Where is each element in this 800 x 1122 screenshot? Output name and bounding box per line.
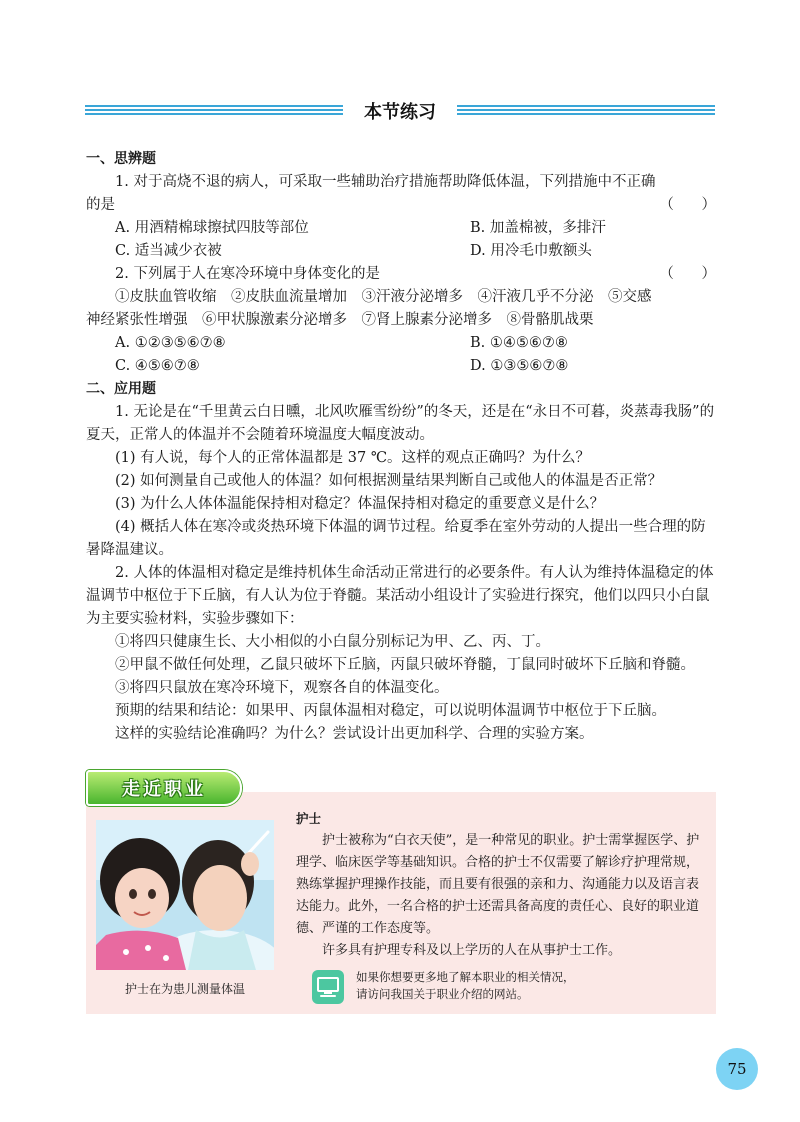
q1-options (86, 217, 716, 263)
q1-answer-paren: （ ） (659, 197, 716, 213)
career-para1: 护士被称为“白衣天使”，是一种常见的职业。护士需掌握医学、护理学、临床医学等基础知识。合格的护士不仅需要了解诊疗护理常规，熟练掌握护理操作技能，而且要有很强的亲和力、沟通能力以及语言表达能力。此外，一名合格的护士还需具备高度的责任心、良好的职业道德、严谨的工作态度等。 (296, 833, 700, 936)
app-q2-step2: ②甲鼠不做任何处理，乙鼠只破坏下丘脑，丙鼠只破坏脊髓，丁鼠同时破坏下丘脑和脊髓。 (115, 657, 695, 673)
app-q1-sub3: (3) 为什么人体体温能保持相对稳定？体温保持相对稳定的重要意义是什么？ (115, 496, 605, 512)
q2-options (86, 332, 716, 378)
computer-icon (312, 970, 344, 1004)
app-q1-sub1: (1) 有人说，每个人的正常体温都是 37 ℃。这样的观点正确吗？为什么？ (115, 450, 591, 466)
app-q2-question: 这样的实验结论准确吗？为什么？尝试设计出更加科学、合理的实验方案。 (115, 726, 594, 742)
q2-answer-paren: （ ） (659, 266, 716, 282)
q1-option-c: C. 适当减少衣被 (115, 243, 222, 259)
q1-stem-line1: 1. 对于高烧不退的病人，可采取一些辅助治疗措施帮助降低体温，下列措施中不正确 (115, 174, 656, 190)
app-q1-intro: 1. 无论是在“千里黄云白日曛，北风吹雁雪纷纷”的冬天，还是在“永日不可暮，炎蒸毒我肠”的夏天，正常人的体温并不会随着环境温度大幅度波动。 (86, 404, 715, 443)
q1-option-a: A. 用酒精棉球擦拭四肢等部位 (115, 220, 309, 236)
page-title: 本节练习 (364, 102, 436, 123)
photo-caption: 护士在为患儿测量体温 (124, 982, 245, 996)
app-q2-intro: 2. 人体的体温相对稳定是维持机体生命活动正常进行的必要条件。有人认为维持体温稳定的体温调节中枢位于下丘脑，有人认为位于脊髓。某活动小组设计了实验进行探究，他们以四只小白鼠为主要实验材料，实验步骤如下： (86, 565, 714, 627)
q1-option-b: B. 加盖棉被，多排汗 (470, 220, 606, 236)
q2-stem-line (86, 263, 716, 286)
q2-option-d: D. ①③⑤⑥⑦⑧ (470, 358, 569, 374)
q2-option-c: C. ④⑤⑥⑦⑧ (115, 358, 200, 374)
q2-items-line1: ①皮肤血管收缩 ②皮肤血流量增加 ③汗液分泌增多 ④汗液几乎不分泌 ⑤交感 (115, 289, 652, 305)
career-para2: 许多具有护理专科及以上学历的人在从事护士工作。 (322, 943, 622, 958)
section-heading-2: 二、应用题 (86, 381, 156, 397)
nurse-photo-illustration (96, 820, 274, 970)
page-number: 75 (716, 1048, 758, 1090)
app-q1-sub2: (2) 如何测量自己或他人的体温？如何根据测量结果判断自己或他人的体温是否正常？ (115, 473, 663, 489)
q1-option-d: D. 用冷毛巾敷额头 (470, 243, 592, 259)
app-q2-step1: ①将四只健康生长、大小相似的小白鼠分别标记为甲、乙、丙、丁。 (115, 634, 550, 650)
q1-stem-line2 (86, 194, 716, 217)
job-title: 护士 (296, 811, 322, 826)
q2-option-a: A. ①②③⑤⑥⑦⑧ (115, 335, 226, 351)
app-q1-sub4: (4) 概括人体在寒冷或炎热环境下体温的调节过程。给夏季在室外劳动的人提出一些合理的防暑降温建议。 (86, 519, 706, 558)
q1-stem-tail: 的是 (86, 197, 115, 213)
tip-line1: 如果你想要更多地了解本职业的相关情况， (356, 970, 575, 984)
app-q2-expected: 预期的结果和结论：如果甲、丙鼠体温相对稳定，可以说明体温调节中枢位于下丘脑。 (115, 703, 666, 719)
header-rule-left (85, 105, 343, 115)
q2-stem: 2. 下列属于人在寒冷环境中身体变化的是 (115, 266, 380, 282)
tip-line2: 请访问我国关于职业介绍的网站。 (356, 987, 529, 1001)
header-rule-right (457, 105, 715, 115)
tip-text (356, 969, 575, 1003)
career-tip (312, 966, 707, 1010)
section-heading-1: 一、思辨题 (86, 151, 156, 167)
career-badge: 走近职业 (86, 770, 242, 806)
nurse-photo (96, 820, 274, 970)
career-text (296, 808, 706, 962)
q2-option-b: B. ①④⑤⑥⑦⑧ (470, 335, 568, 351)
q2-items-line2: 神经紧张性增强 ⑥甲状腺激素分泌增多 ⑦肾上腺素分泌增多 ⑧骨骼肌战栗 (86, 312, 594, 328)
exercise-content (86, 148, 716, 746)
app-q2-step3: ③将四只鼠放在寒冷环境下，观察各自的体温变化。 (115, 680, 449, 696)
